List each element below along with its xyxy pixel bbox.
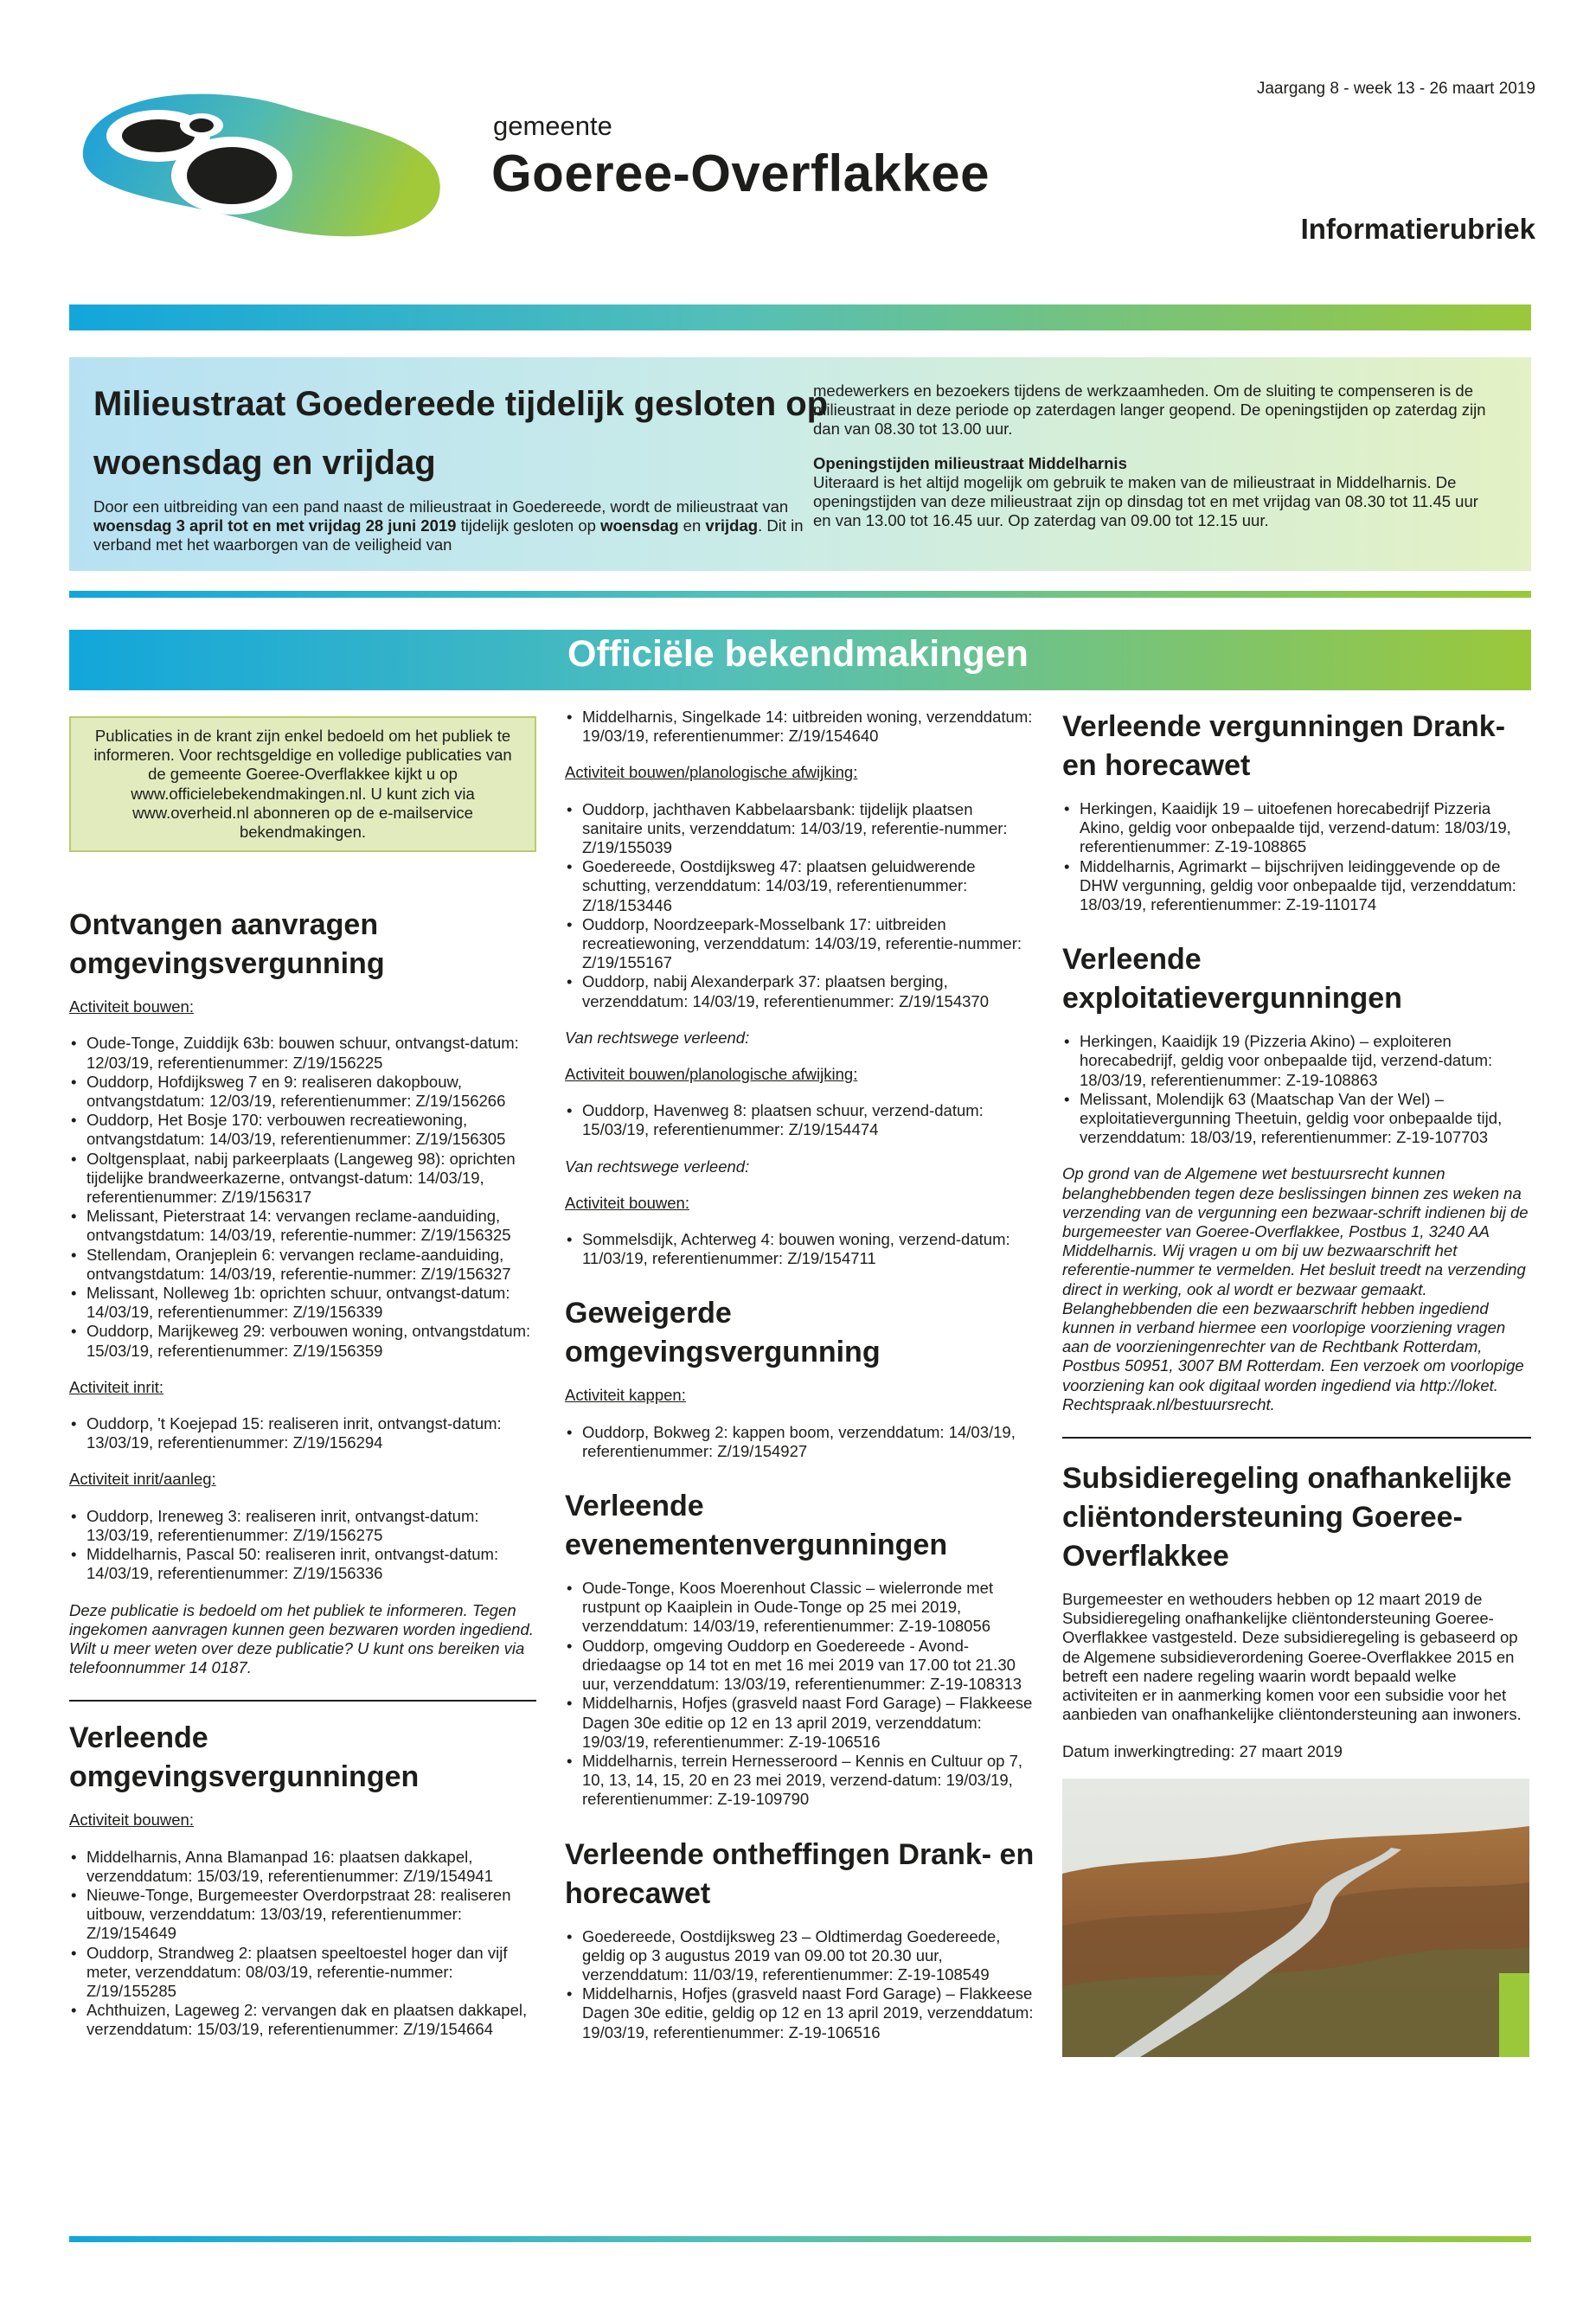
- list-item: • Achthuizen, Lageweg 2: vervangen dak en plaatsen dakkapel, verzenddatum: 15/03/19, referentienummer: Z/19/154664: [69, 2001, 536, 2039]
- intro-text: en: [678, 516, 706, 535]
- divider: [69, 1700, 536, 1702]
- list: [69, 1848, 536, 2040]
- list-item: • Middelharnis, Singelkade 14: uitbreiden woning, verzenddatum: 19/03/19, referentienummer: Z/19/154640: [565, 708, 1036, 746]
- landscape-photo-icon: [1062, 1779, 1529, 2057]
- section-divider: [69, 591, 1531, 598]
- list-item: • Middelharnis, Hofjes (grasveld naast Ford Garage) – Flakkeese Dagen 30e editie, geldig op 12 en 13 april 2019, verzenddatum: 19/03/19, referentienummer: Z-19-106516: [565, 1984, 1036, 2042]
- list: [69, 1507, 536, 1584]
- list-item: • Goedereede, Oostdijksweg 47: plaatsen geluidwerende schutting, verzenddatum: 14/03/19, referentienummer: Z/18/153446: [565, 857, 1036, 915]
- list-item: • Ouddorp, nabij Alexanderpark 37: plaatsen berging, verzenddatum: 14/03/19, referentienummer: Z/19/154370: [565, 972, 1036, 1010]
- official-title: Officiële bekendmakingen: [567, 633, 1029, 675]
- list: [565, 1230, 1036, 1268]
- heading-ontheffingen: Verleende ontheffingen Drank- en horecawet: [565, 1837, 1035, 1910]
- milieustraat-intro: [93, 497, 837, 554]
- activity-label: Activiteit bouwen/planologische afwijking:: [565, 763, 858, 782]
- rechtswege-label: Van rechtswege verleend:: [565, 1157, 750, 1176]
- list: [69, 1034, 536, 1360]
- municipality-label: gemeente: [493, 111, 612, 141]
- list-item: • Goedereede, Oostdijksweg 23 – Oldtimerdag Goedereede, geldig op 3 augustus 2019 van 09.00 tot 20.30 uur, verzenddatum: 11/03/19, referentienummer: Z-19-108549: [565, 1927, 1036, 1985]
- municipality-logo-icon: [67, 82, 448, 242]
- details-paragraph: medewerkers en bezoekers tijdens de werkzaamheden. Om de sluiting te compenseren is de milieustraat in deze periode op zaterdagen langer geopend. De openingstijden op zaterdag zijn dan van 08.30 tot 13.00 uur.: [813, 381, 1486, 438]
- list-item: • Herkingen, Kaaidijk 19 – uitoefenen horecabedrijf Pizzeria Akino, geldig voor onbepaalde tijd, verzend-datum: 18/03/19, referentienummer: Z-19-108865: [1062, 799, 1531, 857]
- list-item: • Melissant, Molendijk 63 (Maatschap Van der Wel) – exploitatievergunning Theetuin, geldig voor onbepaalde tijd, verzenddatum: 18/03/19, referentienummer: Z-19-107703: [1062, 1090, 1531, 1148]
- list: [565, 1579, 1036, 1809]
- divider: [1062, 1437, 1531, 1439]
- intro-text: Door een uitbreiding van een pand naast de milieustraat in Goedereede, wordt de milieustraat van: [93, 497, 789, 516]
- list-item: • Ouddorp, Het Bosje 170: verbouwen recreatiewoning, ontvangstdatum: 14/03/19, referentienummer: Z/19/156305: [69, 1111, 536, 1149]
- list-item: • Middelharnis, Pascal 50: realiseren inrit, ontvangst-datum: 14/03/19, referentienummer: Z/19/156336: [69, 1545, 536, 1583]
- subsidie-datum: Datum inwerkingtreding: 27 maart 2019: [1062, 1741, 1343, 1760]
- list-item: • Ouddorp, jachthaven Kabbelaarsbank: tijdelijk plaatsen sanitaire units, verzenddatum: 14/03/19, referentie-nummer: Z/19/155039: [565, 800, 1036, 858]
- intro-text: tijdelijk gesloten op: [456, 516, 601, 535]
- milieustraat-title: Milieustraat Goedereede tijdelijk gesloten op woensdag en vrijdag: [93, 385, 829, 482]
- list-item: • Ouddorp, Havenweg 8: plaatsen schuur, verzend-datum: 15/03/19, referentienummer: Z/19/154474: [565, 1101, 1036, 1139]
- list-item: • Stellendam, Oranjeplein 6: vervangen reclame-aanduiding, ontvangstdatum: 14/03/19, referentie-nummer: Z/19/156327: [69, 1246, 536, 1284]
- activity-label: Activiteit bouwen:: [565, 1193, 689, 1212]
- section-label: Informatierubriek: [1300, 213, 1535, 245]
- activity-label: Activiteit kappen:: [565, 1386, 686, 1405]
- edition-line: Jaargang 8 - week 13 - 26 maart 2019: [1256, 80, 1535, 98]
- column-3: [1062, 708, 1531, 2057]
- details-paragraph: Uiteraard is het altijd mogelijk om gebruik te maken van de milieustraat in Middelharnis. De openingstijden van deze milieustraat zijn op dinsdag tot en met vrijdag van 08.30 tot 11.45 uur en van 13.00 tot 16.45 uur. Op zaterdag van 09.00 tot 12.15 uur.: [813, 473, 1478, 529]
- list-item: • Ouddorp, 't Koejepad 15: realiseren inrit, ontvangst-datum: 13/03/19, referentienummer: Z/19/156294: [69, 1414, 536, 1452]
- list: [565, 1423, 1036, 1461]
- header-divider: [69, 304, 1531, 330]
- list-item: • Ouddorp, Marijkeweg 29: verbouwen woning, ontvangstdatum: 15/03/19, referentienummer: Z/19/156359: [69, 1322, 536, 1360]
- list: [565, 1101, 1036, 1139]
- activity-label: Activiteit bouwen:: [69, 997, 194, 1016]
- list: [565, 708, 1036, 746]
- list-item: • Sommelsdijk, Achterweg 4: bouwen woning, verzend-datum: 11/03/19, referentienummer: Z/19/154711: [565, 1230, 1036, 1268]
- list-item: • Herkingen, Kaaidijk 19 (Pizzeria Akino) – exploiteren horecabedrijf, geldig voor onbepaalde tijd, verzend-datum: 18/03/19, referentienummer: Z-19-108863: [1062, 1032, 1531, 1090]
- heading-exploitatie: Verleende exploitatievergunningen: [1062, 943, 1402, 1016]
- list-item: • Oude-Tonge, Zuiddijk 63b: bouwen schuur, ontvangst-datum: 12/03/19, referentienummer: Z/19/156225: [69, 1034, 536, 1072]
- details-subheading: Openingstijden milieustraat Middelharnis: [813, 454, 1127, 472]
- list: [565, 800, 1036, 1011]
- list-item: • Ouddorp, Strandweg 2: plaatsen speeltoestel hoger dan vijf meter, verzenddatum: 08/03/19, referentie-nummer: Z/19/155285: [69, 1944, 536, 2002]
- heading-ontvangen-aanvragen: Ontvangen aanvragen omgevingsvergunning: [69, 908, 385, 981]
- list-item: • Middelharnis, Anna Blamanpad 16: plaatsen dakkapel, verzenddatum: 15/03/19, referentienummer: Z/19/154941: [69, 1848, 536, 1886]
- list: [1062, 1032, 1531, 1147]
- list-item: • Ooltgensplaat, nabij parkeerplaats (Langeweg 98): oprichten tijdelijke brandweerkazerne, ontvangst-datum: 14/03/19, referentienummer: Z/19/156317: [69, 1150, 536, 1208]
- publication-notice: Publicaties in de krant zijn enkel bedoeld om het publiek te informeren. Voor rechtsgeldige en volledige publicaties van de gemeente Goeree-Overflakkee kijkt u op www.officielebekendmakingen.nl. U kunt zich via www.overheid.nl abonneren op de e-mailservice bekendmakingen.: [69, 716, 536, 852]
- activity-label: Activiteit inrit/aanleg:: [69, 1470, 216, 1489]
- list: [565, 1927, 1036, 2042]
- footer-divider: [69, 2236, 1531, 2242]
- activity-label: Activiteit bouwen/planologische afwijking:: [565, 1065, 858, 1084]
- subsidie-text: Burgemeester en wethouders hebben op 12 maart 2019 de Subsidieregeling onafhankelijke cliëntondersteuning Goeree-Overflakkee vastgesteld. Deze subsidieregeling is gebaseerd op de Algemene subsidieverordening Goeree-Overflakkee 2015 en betreft een nadere regeling waarin wordt bepaald welke activiteiten er in aanmerking komen voor een subsidie voor het aanbieden van onafhankelijke cliëntondersteuning aan inwoners.: [1062, 1590, 1522, 1724]
- municipality-name: Goeree-Overflakkee: [491, 144, 990, 202]
- list-item: • Melissant, Pieterstraat 14: vervangen reclame-aanduiding, ontvangstdatum: 14/03/19, referentie-nummer: Z/19/156325: [69, 1207, 536, 1245]
- column-1: [69, 708, 536, 2057]
- bezwaar-text: Op grond van de Algemene wet bestuursrecht kunnen belanghebbenden tegen deze beslissingen binnen zes weken na verzending van de vergunning een bezwaar-schrift indienen bij de burgemeester van Goeree-Overflakkee, Postbus 1, 3240 AA Middelharnis. Wij vragen u om bij uw bezwaarschrift het referentie-nummer te vermelden. Het besluit treedt na verzending direct in werking, ook al wordt er bezwaar gemaakt. Belanghebbenden die een bezwaarschrift hebben ingediend kunnen in verband hiermee een voorlopige voorziening vragen aan de voorzieningenrechter van de Rechtbank Rotterdam, Postbus 50951, 3007 BM Rotterdam. Een verzoek om voorlopige voorziening kan ook digitaal worden ingediend via http://loket. Rechtspraak.nl/bestuursrecht.: [1062, 1164, 1529, 1413]
- activity-label: Activiteit inrit:: [69, 1377, 163, 1396]
- milieustraat-box: [69, 357, 1531, 571]
- list-item: • Ouddorp, Bokweg 2: kappen boom, verzenddatum: 14/03/19, referentienummer: Z/19/154927: [565, 1423, 1036, 1461]
- list-item: • Ouddorp, Ireneweg 3: realiseren inrit, ontvangst-datum: 13/03/19, referentienummer: Z/19/156275: [69, 1507, 536, 1545]
- list-item: • Oude-Tonge, Koos Moerenhout Classic – wielerronde met rustpunt op Kaaiplein in Oude-Tonge op 25 mei 2019, verzenddatum: 14/03/19, referentienummer: Z-19-108056: [565, 1579, 1036, 1637]
- list-item: • Melissant, Nolleweg 1b: oprichten schuur, ontvangst-datum: 14/03/19, referentienummer: Z/19/156339: [69, 1284, 536, 1322]
- heading-geweigerde: Geweigerde omgevingsvergunning: [565, 1297, 881, 1369]
- intro-text: . Dit in verband met het waarborgen van de veiligheid van: [93, 516, 804, 554]
- list-item: • Nieuwe-Tonge, Burgemeester Overdorpstraat 28: realiseren uitbouw, verzenddatum: 13/03/19, referentienummer: Z/19/154649: [69, 1886, 536, 1944]
- heading-drank-horecawet: Verleende vergunningen Drank- en horecawet: [1062, 710, 1506, 782]
- milieustraat-details: [813, 381, 1497, 530]
- intro-bold-period: woensdag 3 april tot en met vrijdag 28 juni 2019: [93, 516, 457, 535]
- activity-label: Activiteit bouwen:: [69, 1811, 194, 1830]
- heading-evenementen: Verleende evenementenvergunningen: [565, 1490, 948, 1562]
- list-item: • Middelharnis, Hofjes (grasveld naast Ford Garage) – Flakkeese Dagen 30e editie op 12 en 13 april 2019, verzenddatum: 19/03/19, referentienummer: Z-19-106516: [565, 1694, 1036, 1752]
- heading-verleende-omgevingsvergunningen: Verleende omgevingsvergunningen: [69, 1721, 420, 1794]
- list-item: • Ouddorp, Noordzeepark-Mosselbank 17: uitbreiden recreatiewoning, verzenddatum: 14/03/19, referentie-nummer: Z/19/155167: [565, 915, 1036, 973]
- list: [1062, 799, 1531, 914]
- rechtswege-label: Van rechtswege verleend:: [565, 1028, 750, 1047]
- list-item: • Ouddorp, omgeving Ouddorp en Goedereede - Avond-driedaagse op 14 tot en met 16 mei 2019 van 17.00 tot 21.30 uur, verzenddatum: 13/03/19, referentienummer: Z-19-108313: [565, 1637, 1036, 1695]
- list: [69, 1414, 536, 1452]
- intro-bold-day: woensdag: [600, 516, 679, 535]
- list-item: • Middelharnis, Agrimarkt – bijschrijven leidinggevende op de DHW vergunning, geldig voor onbepaalde tijd, verzenddatum: 18/03/19, referentienummer: Z-19-110174: [1062, 857, 1531, 915]
- list-item: • Ouddorp, Hofdijksweg 7 en 9: realiseren dakopbouw, ontvangstdatum: 12/03/19, referentienummer: Z/19/156266: [69, 1073, 536, 1111]
- intro-bold-day: vrijdag: [705, 516, 759, 535]
- column-2: [565, 708, 1036, 2060]
- disclaimer-text: Deze publicatie is bedoeld om het publiek te informeren. Tegen ingekomen aanvragen kunnen geen bezwaren worden ingediend. Wilt u meer weten over deze publicatie? U kunt ons bereiken via telefoonnummer 14 0187.: [69, 1600, 534, 1677]
- heading-subsidieregeling: Subsidieregeling onafhankelijke cliëntondersteuning Goeree-Overflakkee: [1062, 1462, 1512, 1574]
- list-item: • Middelharnis, terrein Hernesseroord – Kennis en Cultuur op 7, 10, 13, 14, 15, 20 en 23 mei 2019, verzend-datum: 19/03/19, referentienummer: Z-19-109790: [565, 1752, 1036, 1810]
